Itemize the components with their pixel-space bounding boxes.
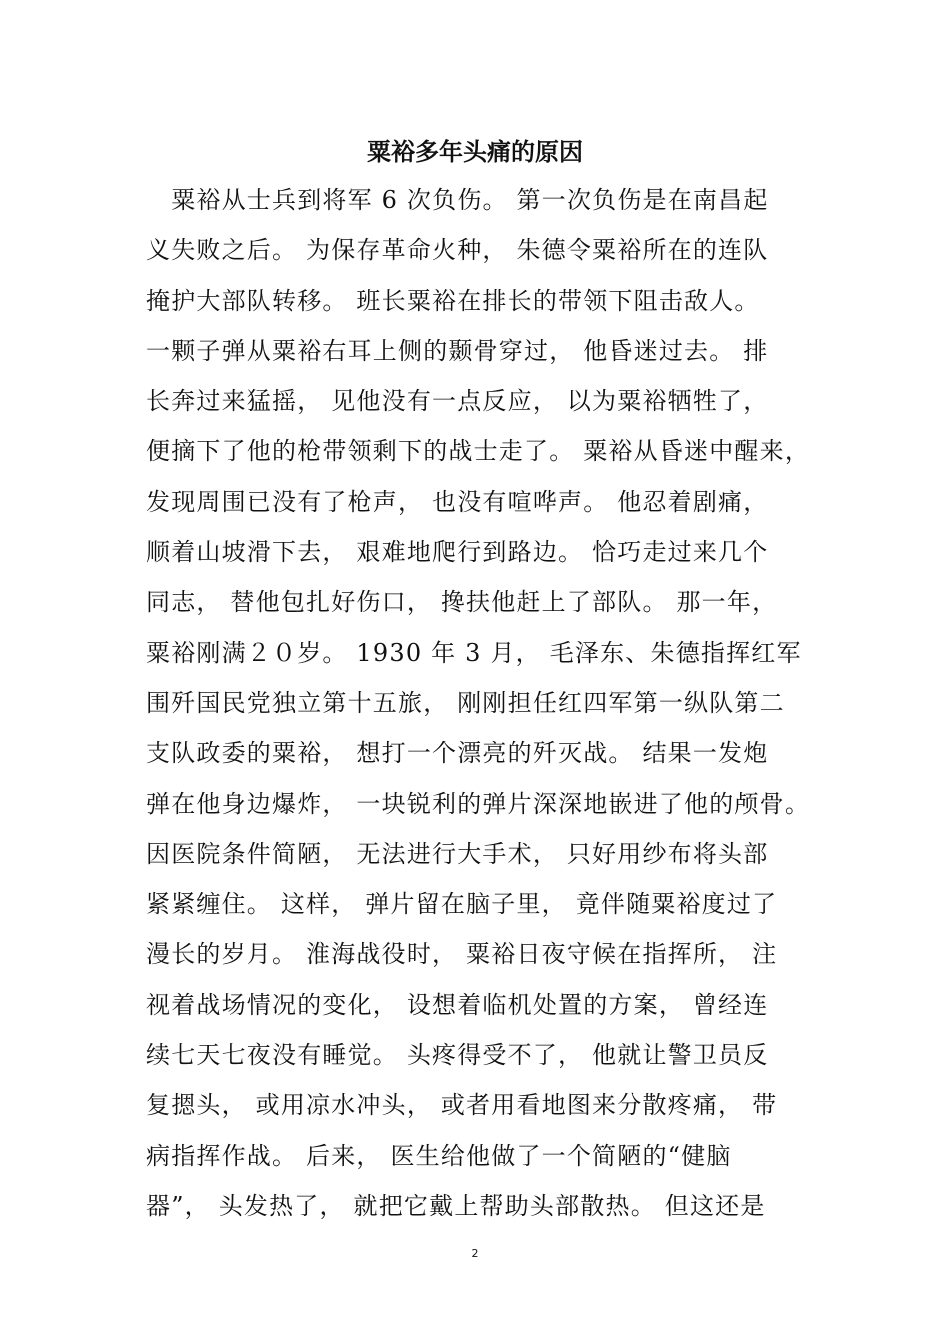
- text-line: 因医院条件简陋， 无法进行大手术， 只好用纱布将头部: [146, 839, 769, 868]
- text-line: 粟裕刚满２０岁。 1930 年 3 月， 毛泽东、朱德指挥红军: [146, 638, 802, 667]
- text-line: 粟裕从士兵到将军 6 次负伤。 第一次负伤是在南昌起: [146, 186, 769, 214]
- text-line: 支队政委的粟裕， 想打一个漂亮的歼灭战。 结果一发炮: [146, 739, 769, 768]
- text-line: 长奔过来猛摇， 见他没有一点反应， 以为粟裕牺牲了，: [146, 387, 769, 416]
- body-text: [146, 182, 826, 1238]
- text-line: 义失败之后。 为保存革命火种， 朱德令粟裕所在的连队: [146, 236, 769, 265]
- text-line: 掩护大部队转移。 班长粟裕在排长的带领下阻击敌人。: [146, 286, 760, 315]
- page-number: 2: [471, 1247, 479, 1260]
- text-line: 围歼国民党独立第十五旅， 刚刚担任红四军第一纵队第二: [146, 688, 785, 717]
- text-line: 病指挥作战。 后来， 医生给他做了一个简陋的“健脑: [146, 1141, 732, 1170]
- text-line: 顺着山坡滑下去， 艰难地爬行到路边。 恰巧走过来几个: [146, 538, 769, 567]
- text-line: 同志， 替他包扎好伤口， 搀扶他赶上了部队。 那一年，: [146, 588, 778, 617]
- text-line: 一颗子弹从粟裕右耳上侧的颞骨穿过， 他昏迷过去。 排: [146, 336, 769, 365]
- text-line: 便摘下了他的枪带领剩下的战士走了。 粟裕从昏迷中醒来，: [146, 437, 811, 466]
- text-line: 弹在他身边爆炸， 一块锐利的弹片深深地嵌进了他的颅骨。: [146, 789, 811, 818]
- text-line: 续七天七夜没有睡觉。 头疼得受不了， 他就让警卫员反: [146, 1041, 769, 1070]
- text-line: 复摁头， 或用凉水冲头， 或者用看地图来分散疼痛， 带: [146, 1091, 778, 1120]
- text-line: 紧紧缠住。 这样， 弹片留在脑子里， 竟伴随粟裕度过了: [146, 890, 778, 919]
- text-line: 视着战场情况的变化， 设想着临机处置的方案， 曾经连: [146, 990, 769, 1019]
- text-line: 漫长的岁月。 淮海战役时， 粟裕日夜守候在指挥所， 注: [146, 940, 778, 969]
- document-title: 粟裕多年头痛的原因: [367, 138, 583, 166]
- text-line: 发现周围已没有了枪声， 也没有喧哗声。 他忍着剧痛，: [146, 487, 769, 516]
- text-line: 器”， 头发热了， 就把它戴上帮助头部散热。 但这还是: [146, 1191, 766, 1220]
